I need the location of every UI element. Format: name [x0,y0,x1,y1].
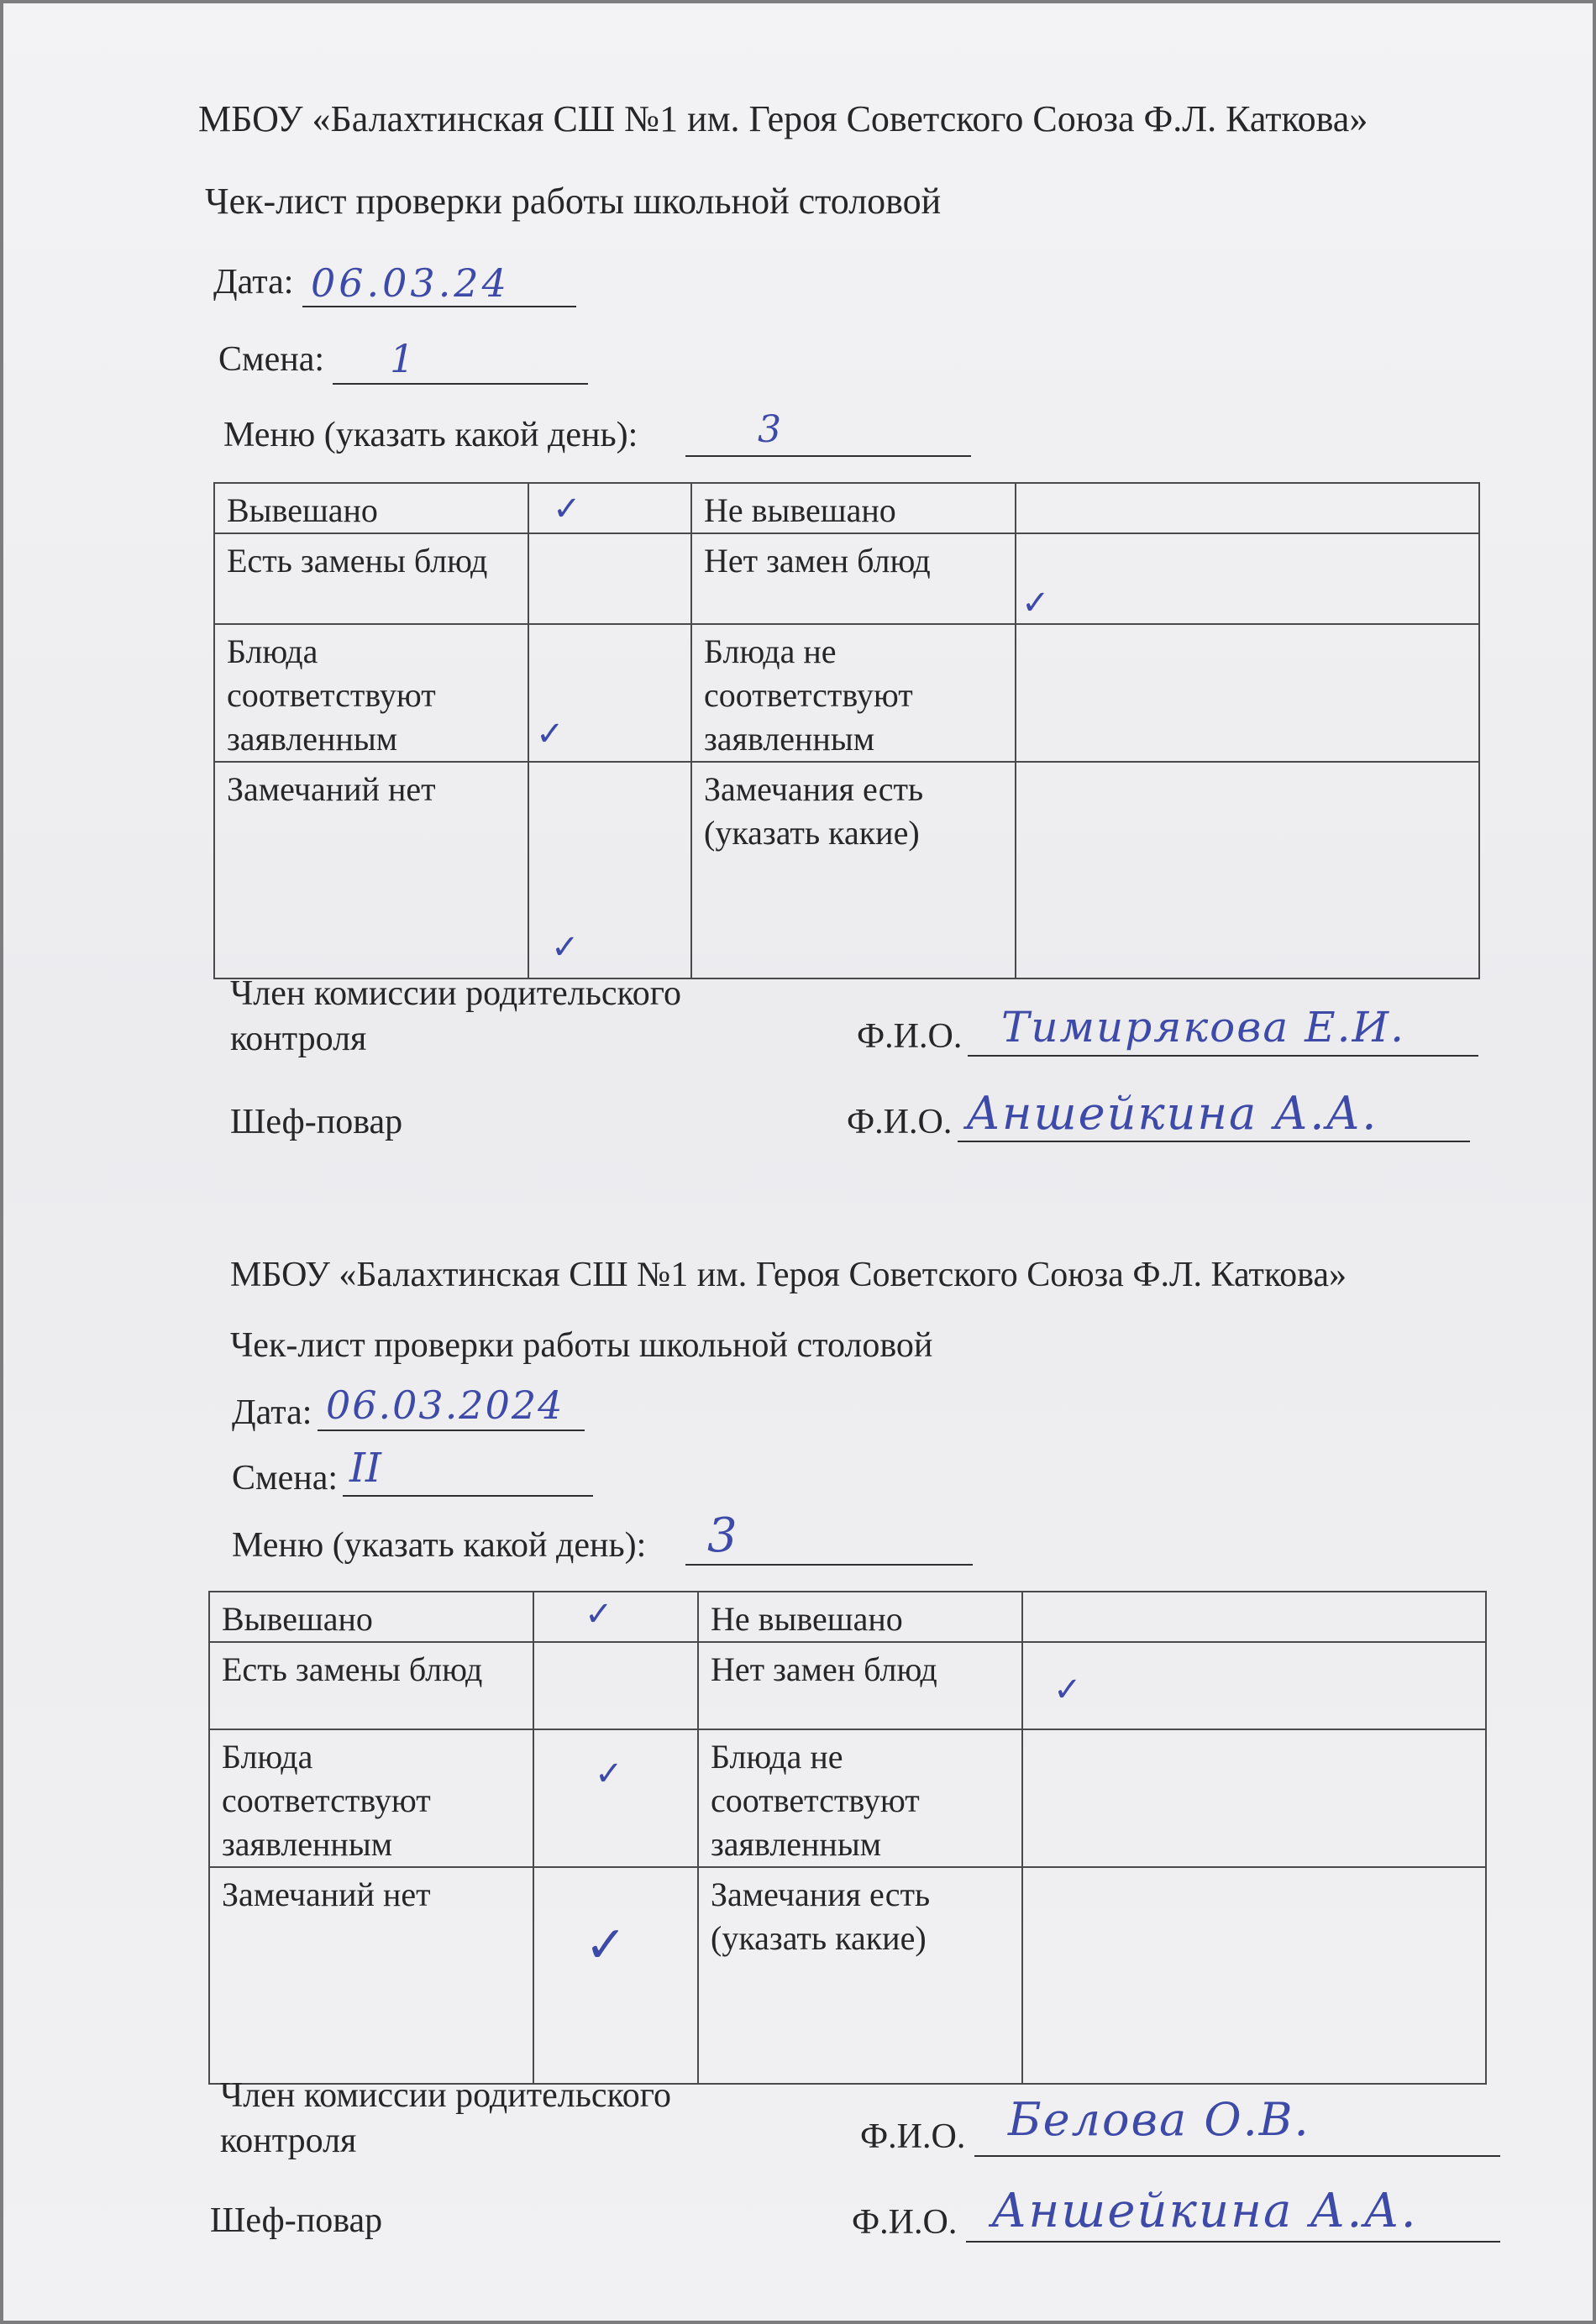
criterion-dishes-not-match: Блюда не соответствуют заявленным [698,1729,1022,1867]
commission-member-label: Член комиссии родительского контроля [230,974,681,1058]
check-cell[interactable] [1022,1867,1486,2084]
date-value: 06.03.24 [311,260,510,306]
criterion-not-posted: Не вывешано [698,1592,1022,1642]
criterion-no-remarks: Замечаний нет [214,762,528,978]
criterion-no-substitutions: Нет замен блюд [698,1642,1022,1729]
checkmark: ✓ [1053,1671,1082,1709]
shift-value: II [349,1445,381,1492]
fio-label: Ф.И.О. [847,1103,953,1141]
criterion-remarks: Замечания есть (указать какие) [691,762,1016,978]
form-title: Чек-лист проверки работы школьной столовой [230,1326,933,1365]
table-row [209,1642,1486,1729]
school-name: МБОУ «Балахтинская СШ №1 им. Героя Советского Союза Ф.Л. Каткова» [198,98,1368,139]
member-signature: Тимирякова Е.И. [1001,1003,1405,1052]
checkmark: ✓ [585,1595,613,1634]
chef-signature-line [966,2241,1500,2243]
date-value: 06.03.2024 [326,1382,564,1428]
criterion-dishes-match: Блюда соответствуют заявленным [214,624,528,762]
shift-value: 1 [390,336,415,381]
check-cell[interactable] [533,1867,698,2084]
criterion-posted: Вывешано [209,1592,533,1642]
menu-value: 3 [758,408,781,451]
checkmark: ✓ [553,490,581,528]
checklist-form-2 [3,3,1593,2242]
date-label: Дата: [213,263,294,302]
criterion-no-substitutions: Нет замен блюд [691,533,1016,624]
fio-label: Ф.И.О. [860,2117,966,2156]
check-cell[interactable] [533,1729,698,1867]
menu-label: Меню (указать какой день): [223,416,638,454]
check-cell[interactable] [533,1642,698,1729]
check-cell[interactable] [1022,1592,1486,1642]
check-cell[interactable] [1022,1642,1486,1729]
table-row [209,1592,1486,1642]
criterion-substitutions: Есть замены блюд [214,533,528,624]
criterion-not-posted: Не вывешано [691,483,1016,533]
criterion-dishes-not-match: Блюда не соответствуют заявленным [691,624,1016,762]
checkmark: ✓ [551,928,580,967]
fio-label: Ф.И.О. [852,2203,958,2242]
menu-value: 3 [707,1508,738,1563]
chef-label: Шеф-повар [230,1103,403,1141]
member-signature-line [974,2155,1500,2157]
criterion-posted: Вывешано [214,483,528,533]
criterion-no-remarks: Замечаний нет [209,1867,533,2084]
table-row [209,1867,1486,2084]
checkmark: ✓ [1021,584,1050,622]
shift-underline [343,1495,593,1497]
table-row [209,1729,1486,1867]
member-signature: Белова О.В. [1008,2093,1310,2146]
chef-label: Шеф-повар [210,2201,383,2240]
checkmark: ✓ [595,1755,623,1793]
date-underline [318,1430,585,1431]
paper-sheet [3,3,1593,2321]
check-cell[interactable] [533,1592,698,1642]
menu-label: Меню (указать какой день): [232,1526,647,1565]
shift-label: Смена: [218,340,325,379]
checkmark: ✓ [536,715,564,753]
checklist-table [208,1591,1487,2085]
chef-signature: Аншейкина А.А. [991,2184,1418,2238]
chef-signature: Аншейкина А.А. [966,1087,1378,1140]
check-cell[interactable] [1022,1729,1486,1867]
checkmark: ✓ [585,1916,627,1975]
school-name: МБОУ «Балахтинская СШ №1 им. Героя Советского Союза Ф.Л. Каткова» [230,1256,1347,1294]
criterion-substitutions: Есть замены блюд [209,1642,533,1729]
form-title: Чек-лист проверки работы школьной столовой [205,181,942,222]
fio-label: Ф.И.О. [857,1017,963,1056]
criterion-remarks: Замечания есть (указать какие) [698,1867,1022,2084]
menu-underline [685,1564,973,1566]
shift-label: Смена: [232,1459,339,1498]
criterion-dishes-match: Блюда соответствуют заявленным [209,1729,533,1867]
commission-member-label: Член комиссии родительского контроля [220,2076,671,2160]
date-label: Дата: [232,1393,312,1432]
